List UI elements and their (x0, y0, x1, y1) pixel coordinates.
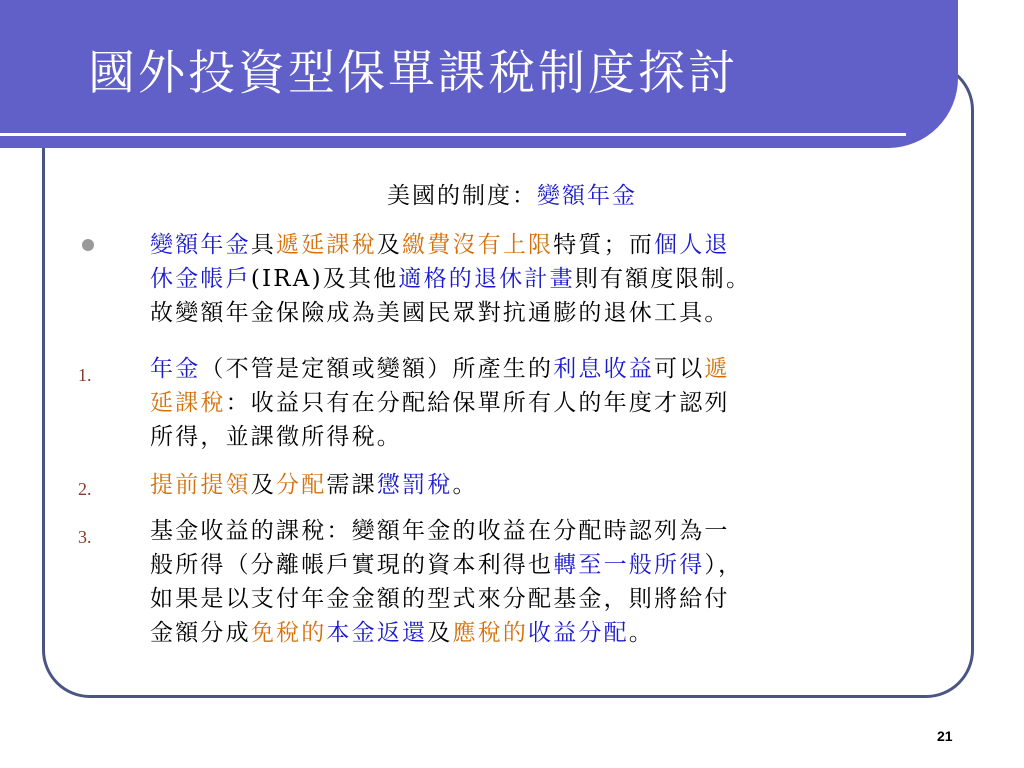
text-run: 利息收益 (553, 356, 655, 382)
text-run: 本金返還 (326, 620, 428, 646)
text-run: 及 (427, 620, 453, 646)
text-run: 般所得（分離帳戶實現的資本利得也 (150, 552, 554, 578)
text-run: 。 (628, 620, 655, 646)
text-run: 變額年金 (150, 232, 251, 258)
text-run: 懲罰稅 (376, 472, 453, 498)
text-run: 個人退 (654, 232, 730, 258)
text-run: 遞 (704, 356, 730, 382)
bullet-dot (82, 239, 94, 251)
text-run: 轉至一般所得 (553, 552, 705, 578)
text-run: ：收益只有在分配給保單所有人的年度才認列 (225, 390, 730, 416)
text-run: 具 (250, 232, 277, 258)
text-run: ）， (704, 552, 744, 578)
text-run: 免稅的 (250, 620, 327, 646)
title-underline (0, 133, 906, 136)
text-run: 提前提領 (150, 472, 251, 498)
text-run: 遞延課稅 (276, 232, 377, 258)
text-run: 年金 (150, 356, 201, 382)
text-run: 特質；而 (553, 232, 655, 258)
page-number: 21 (937, 728, 953, 744)
text-run: 故變額年金保險成為美國民眾對抗通膨的退休工具。 (150, 300, 730, 326)
list-number: 2. (78, 479, 92, 499)
title-bar (0, 0, 958, 148)
list-number: 3. (78, 527, 92, 547)
text-run: （不管是定額或變額）所產生的 (200, 356, 554, 382)
text-run: 適格的退休計畫 (398, 266, 575, 292)
list-item (150, 514, 950, 650)
text-run: 基金收益的課稅：變額年金的收益在分配時認列為一 (150, 518, 730, 544)
text-run: 金額分成 (150, 620, 251, 646)
text-run: 如果是以支付年金金額的型式來分配基金，則將給付 (150, 586, 730, 612)
text-run: 需課 (326, 472, 377, 498)
list-number: 1. (78, 365, 92, 385)
subtitle-highlight: 變額年金 (537, 183, 637, 209)
text-run: (IRA)及其他 (250, 266, 399, 292)
text-run: 分配 (276, 472, 327, 498)
text-run: 及 (376, 232, 403, 258)
subtitle-prefix: 美國的制度： (387, 183, 537, 209)
text-run: 所得，並課徵所得稅。 (150, 424, 402, 450)
bullet-item (150, 228, 950, 330)
list-item (150, 468, 950, 502)
text-run: 休金帳戶 (150, 266, 251, 292)
text-run: 應稅的 (452, 620, 529, 646)
text-run: 延課稅 (150, 390, 226, 416)
text-run: 及 (250, 472, 277, 498)
text-run: 可以 (654, 356, 705, 382)
text-run: 繳費沒有上限 (402, 232, 554, 258)
text-run: 收益分配 (528, 620, 629, 646)
slide-title: 國外投資型保單課稅制度探討 (88, 46, 738, 101)
text-run: 則有額度限制。 (574, 266, 752, 292)
section-subtitle (0, 185, 1024, 208)
list-item (150, 352, 950, 454)
text-run: 。 (452, 472, 478, 498)
